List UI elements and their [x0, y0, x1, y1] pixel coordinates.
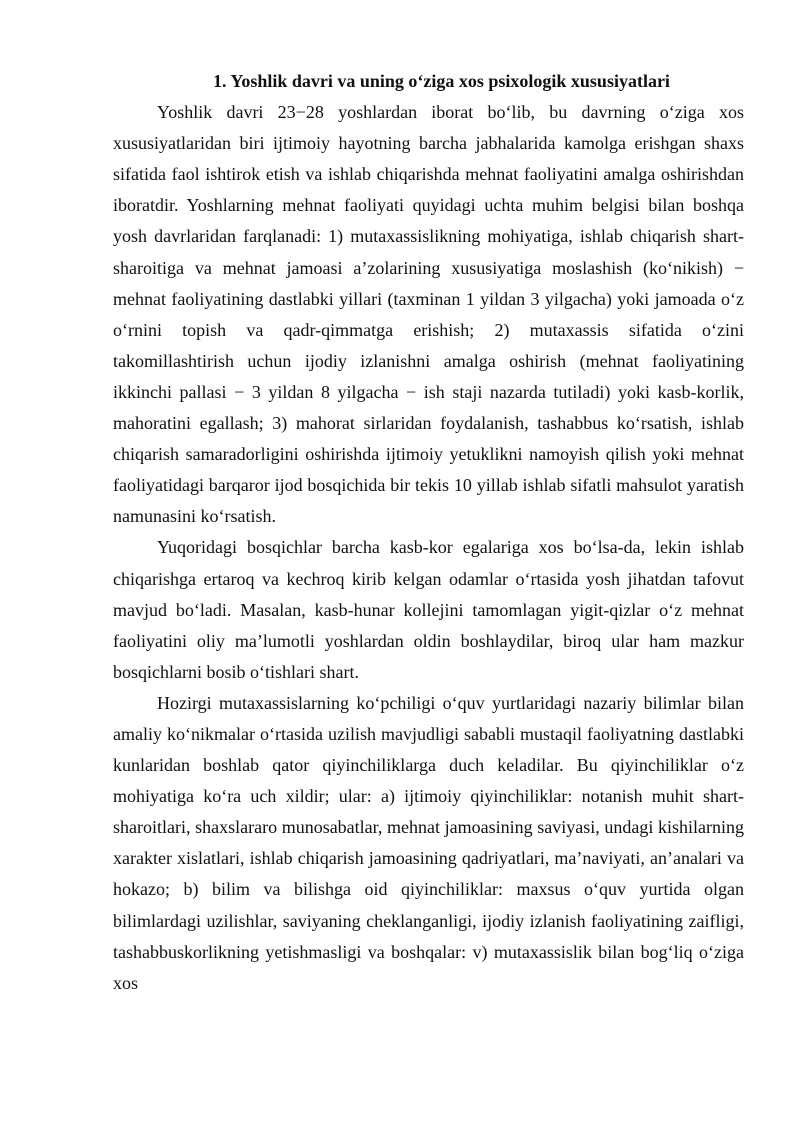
paragraph-2: Yuqoridagi bosqichlar barcha kasb-kor egalariga xos bo‘lsa-da, lekin ishlab chiqarishga ertaroq va kechroq kirib kelgan odamlar o‘rtasida yosh jihatdan tafovut mavjud bo‘ladi. Masalan, kasb-hunar kollejini tamomlagan yigit-qizlar o‘z mehnat faoliyatini oliy ma’lumotli yoshlardan oldin boshlaydilar, biroq ular ham mazkur bosqichlarni bosib o‘tishlari shart.: [113, 537, 744, 682]
paragraph-3: Hozirgi mutaxassislarning ko‘pchiligi o‘quv yurtlaridagi nazariy bilimlar bilan amaliy ko‘nikmalar o‘rtasida uzilish mavjudligi sababli mustaqil faoliyatning dastlabki kunlaridan boshlab qator qiyinchiliklarga duch keladilar. Bu qiyinchiliklar o‘z mohiyatiga ko‘ra uch xildir; ular: a) ijtimoiy qiyinchiliklar: notanish muhit shart-sharoitlari, shaxslararo munosabatlar, mehnat jamoasining saviyasi, undagi kishilarning xarakter xislatlari, ishlab chiqarish jamoasining qadriyatlari, ma’naviyati, an’analari va hokazo; b) bilim va bilishga oid qiyinchiliklar: maxsus o‘quv yurtida olgan bilimlardagi uzilishlar, saviyaning cheklanganligi, ijodiy izlanish faoliyatining zaifligi, tashabbuskorlikning yetishmasligi va boshqalar: v) mutaxassislik bilan bog‘liq o‘ziga xos: [113, 692, 744, 993]
paragraph-1: Yoshlik davri 23−28 yoshlardan iborat bo‘lib, bu davrning o‘ziga xos xususiyatlaridan biri ijtimoiy hayotning barcha jabhalarida kamolga erishgan shaxs sifatida faol ishtirok etish va ishlab chiqarishda mehnat faoliyatini amalga oshirishdan iboratdir. Yoshlarning mehnat faoliyati quyidagi uchta muhim belgisi bilan boshqa yosh davrlaridan farqlanadi: 1) mutaxassislikning mohiyatiga, ishlab chiqarish shart-sharoitiga va mehnat jamoasi a’zolarining xususiyatiga moslashish (ko‘nikish) − mehnat faoliyatining dastlabki yillari (taxminan 1 yildan 3 yilgacha) yoki jamoada o‘z o‘rnini topish va qadr-qimmatga erishish; 2) mutaxassis sifatida o‘zini takomillashtirish uchun ijodiy izlanishni amalga oshirish (mehnat faoliyatining ikkinchi pallasi − 3 yildan 8 yilgacha − ish staji nazarda tutiladi) yoki kasb-korlik, mahoratini egallash; 3) mahorat sirlaridan foydalanish, tashabbus ko‘rsatish, ishlab chiqarish samaradorligini oshirishda ijtimoiy yetuklikni namoyish qilish yoki mehnat faoliyatidagi barqaror ijod bosqichida bir tekis 10 yillab ishlab sifatli mahsulot yaratish namunasini ko‘rsatish.: [113, 102, 744, 527]
section-heading: 1. Yoshlik davri va uning o‘ziga xos psixologik xususiyatlari: [213, 71, 670, 91]
